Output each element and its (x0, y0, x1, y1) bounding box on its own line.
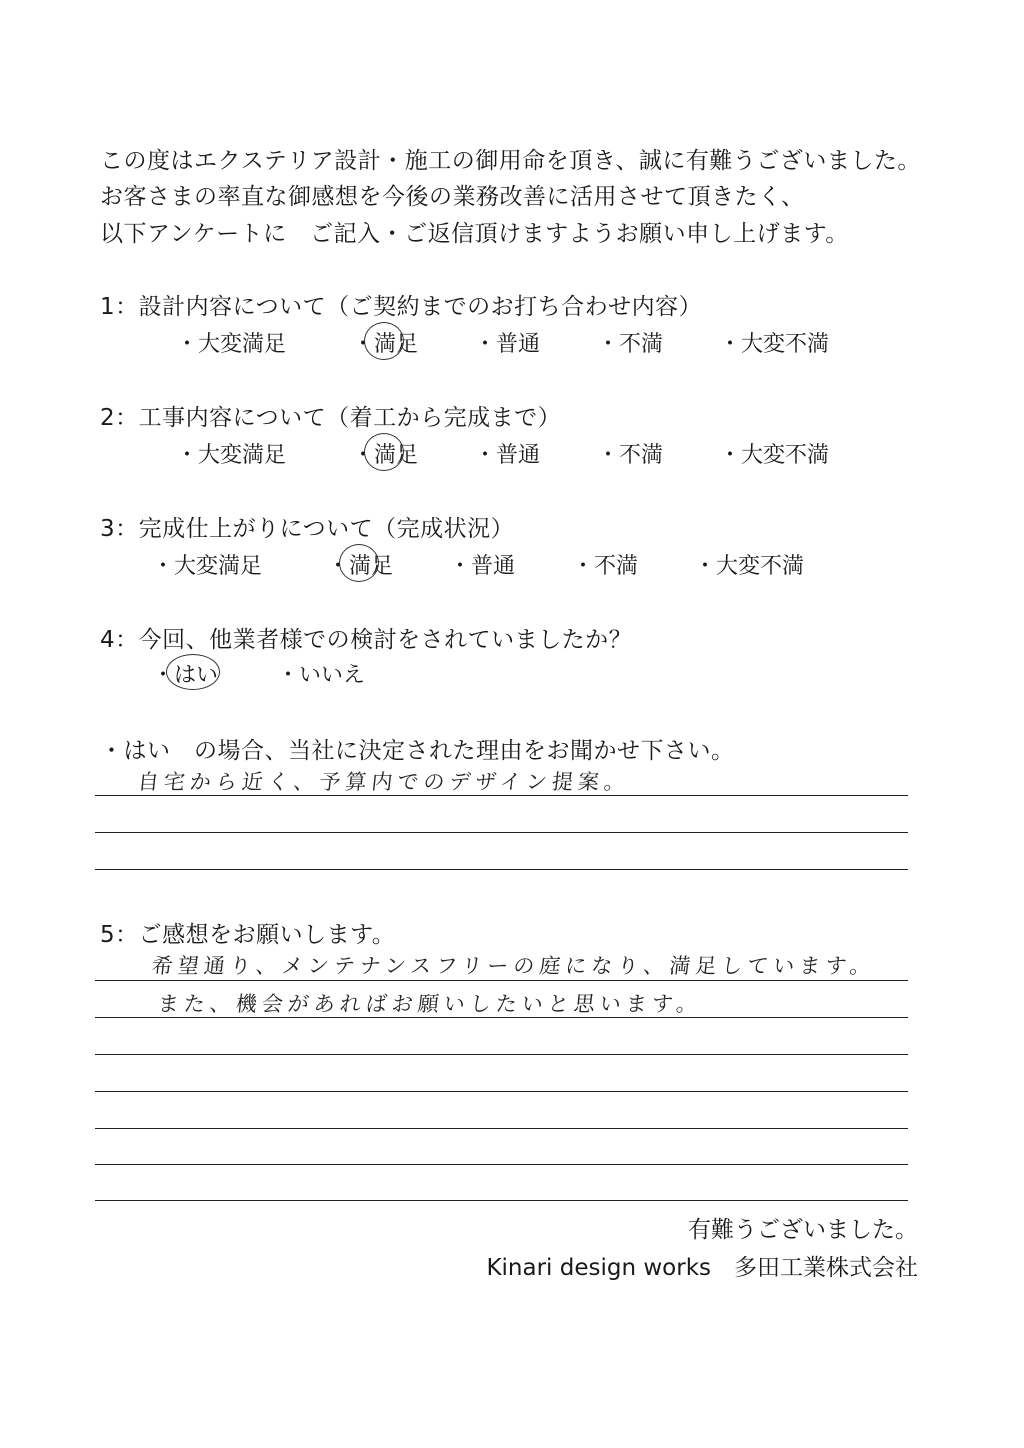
question-1-label: 1：設計内容について（ご契約までのお打ち合わせ内容） (100, 294, 703, 320)
intro-line-1: この度はエクステリア設計・施工の御用命を頂き、誠に有難うございました。 (100, 148, 921, 174)
question-2-label: 2：工事内容について（着工から完成まで） (100, 405, 562, 431)
intro-line-2: お客さまの率直な御感想を今後の業務改善に活用させて頂きたく、 (100, 184, 805, 210)
q4-option-yes-text: ・はい (152, 663, 219, 688)
q1-option-satisfied-selected: ・満足 (352, 327, 418, 358)
q4-option-yes-selected (152, 658, 222, 689)
answer-line (95, 1091, 908, 1092)
answer-line (95, 1017, 908, 1018)
q4-option-no: ・いいえ (277, 663, 366, 688)
impression-handwritten-line-1: 希望通り、メンテナンスフリーの庭になり、満足しています。 (150, 954, 877, 978)
q2-option-very-dissatisfied: ・大変不満 (719, 443, 830, 468)
reason-question-label: ・はい の場合、当社に決定された理由をお聞かせ下さい。 (100, 738, 735, 764)
answer-line (95, 869, 908, 870)
intro-line-3: 以下アンケートに ご記入・ご返信頂けますようお願い申し上げます。 (100, 221, 849, 247)
answer-line (95, 832, 908, 833)
q2-option-normal: ・普通 (474, 443, 541, 468)
q1-option-very-dissatisfied: ・大変不満 (719, 332, 830, 357)
answer-line (95, 1164, 908, 1165)
company-name: Kinari design works 多田工業株式会社 (486, 1255, 918, 1281)
answer-line (95, 1200, 908, 1201)
q2-option-satisfied-selected: ・満足 (352, 438, 418, 469)
closing-thanks: 有難うございました。 (688, 1217, 918, 1243)
q3-option-satisfied-selected: ・満足 (327, 549, 393, 580)
answer-line (95, 1128, 908, 1129)
q3-option-normal: ・普通 (449, 554, 516, 579)
answer-line (95, 795, 908, 796)
selection-circle (166, 654, 220, 690)
q1-option-normal: ・普通 (474, 332, 541, 357)
reason-handwritten-answer: 自宅から近く、予算内でのデザイン提案。 (136, 770, 632, 794)
q3-option-dissatisfied: ・不満 (572, 554, 639, 579)
question-5-label: 5：ご感想をお願いします。 (100, 922, 396, 948)
q2-option-dissatisfied: ・不満 (597, 443, 664, 468)
q3-option-very-dissatisfied: ・大変不満 (694, 554, 805, 579)
question-3-label: 3：完成仕上がりについて（完成状況） (100, 516, 515, 542)
answer-line (95, 980, 908, 981)
q3-option-very-satisfied: ・大変満足 (152, 554, 263, 579)
q1-option-very-satisfied: ・大変満足 (176, 332, 287, 357)
impression-handwritten-line-2: また、機会があればお願いしたいと思います。 (156, 992, 704, 1016)
q1-option-dissatisfied: ・不満 (597, 332, 664, 357)
q2-option-very-satisfied: ・大変満足 (176, 443, 287, 468)
answer-line (95, 1054, 908, 1055)
question-4-label: 4：今回、他業者様での検討をされていましたか？ (100, 627, 633, 653)
